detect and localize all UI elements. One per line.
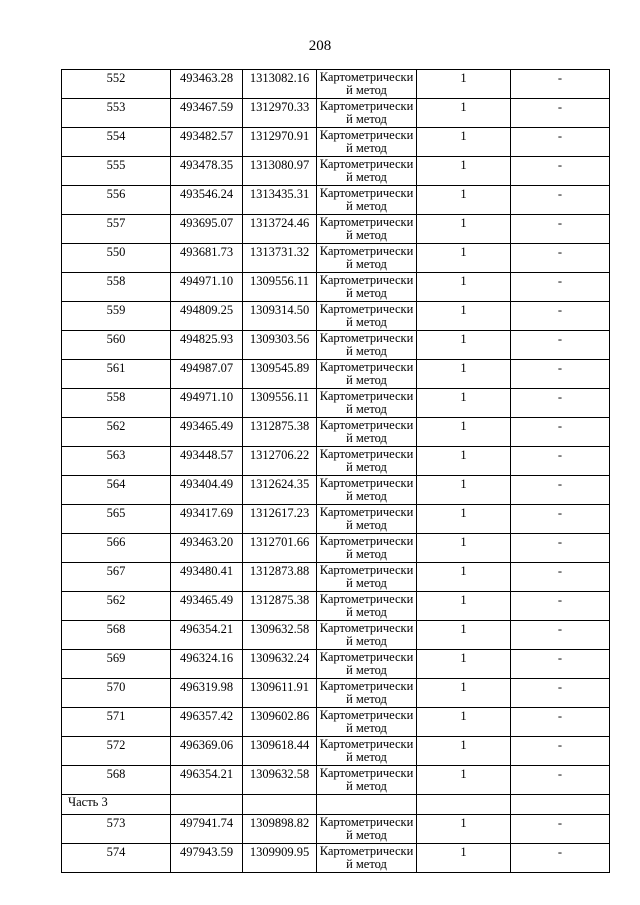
table-row xyxy=(62,70,610,99)
y-coordinate-cell: 1313435.31 xyxy=(243,186,317,215)
point-number-cell: 556 xyxy=(62,186,171,215)
y-coordinate-cell: 1312875.38 xyxy=(243,592,317,621)
method-cell xyxy=(317,244,417,273)
accuracy-cell: 1 xyxy=(417,447,511,476)
point-number-cell: 555 xyxy=(62,157,171,186)
table-row xyxy=(62,244,610,273)
y-coordinate-cell: 1309556.11 xyxy=(243,389,317,418)
x-coordinate-cell: 493465.49 xyxy=(171,418,243,447)
accuracy-cell: 1 xyxy=(417,302,511,331)
note-cell: - xyxy=(511,844,610,873)
method-line2: й метод xyxy=(346,344,387,358)
accuracy-cell: 1 xyxy=(417,418,511,447)
note-cell: - xyxy=(511,360,610,389)
y-coordinate-cell: 1313082.16 xyxy=(243,70,317,99)
method-line1: Картометрически xyxy=(319,360,414,374)
point-number-cell: 569 xyxy=(62,650,171,679)
point-number-cell: 552 xyxy=(62,70,171,99)
point-number-cell: 573 xyxy=(62,815,171,844)
method-line2: й метод xyxy=(346,141,387,155)
y-coordinate-cell: 1309632.58 xyxy=(243,621,317,650)
method-line1: Картометрически xyxy=(319,737,414,751)
coordinates-table xyxy=(61,69,610,873)
y-coordinate-cell: 1309618.44 xyxy=(243,737,317,766)
x-coordinate-cell: 493695.07 xyxy=(171,215,243,244)
point-number-cell: 574 xyxy=(62,844,171,873)
method-line1: Картометрически xyxy=(319,389,414,403)
x-coordinate-cell: 493478.35 xyxy=(171,157,243,186)
method-cell xyxy=(317,737,417,766)
note-cell: - xyxy=(511,331,610,360)
note-cell: - xyxy=(511,157,610,186)
method-cell xyxy=(317,505,417,534)
section-label: Часть 3 xyxy=(62,795,171,815)
accuracy-cell: 1 xyxy=(417,708,511,737)
point-number-cell: 563 xyxy=(62,447,171,476)
x-coordinate-cell: 494987.07 xyxy=(171,360,243,389)
y-coordinate-cell: 1309909.95 xyxy=(243,844,317,873)
method-cell xyxy=(317,128,417,157)
point-number-cell: 565 xyxy=(62,505,171,534)
table-row xyxy=(62,360,610,389)
method-cell xyxy=(317,563,417,592)
method-line1: Картометрически xyxy=(319,844,414,858)
table-cell xyxy=(243,795,317,815)
x-coordinate-cell: 493448.57 xyxy=(171,447,243,476)
method-cell xyxy=(317,331,417,360)
note-cell: - xyxy=(511,302,610,331)
accuracy-cell: 1 xyxy=(417,389,511,418)
accuracy-cell: 1 xyxy=(417,215,511,244)
page-number: 208 xyxy=(308,38,332,54)
x-coordinate-cell: 497943.59 xyxy=(171,844,243,873)
x-coordinate-cell: 496357.42 xyxy=(171,708,243,737)
note-cell: - xyxy=(511,563,610,592)
method-cell xyxy=(317,815,417,844)
table-body-part-b xyxy=(62,815,610,873)
y-coordinate-cell: 1312701.66 xyxy=(243,534,317,563)
method-line2: й метод xyxy=(346,634,387,648)
method-line1: Картометрически xyxy=(319,621,414,635)
y-coordinate-cell: 1309602.86 xyxy=(243,708,317,737)
table-row xyxy=(62,389,610,418)
table-row xyxy=(62,157,610,186)
accuracy-cell: 1 xyxy=(417,563,511,592)
method-cell xyxy=(317,766,417,795)
table-cell xyxy=(417,795,511,815)
y-coordinate-cell: 1313080.97 xyxy=(243,157,317,186)
x-coordinate-cell: 493480.41 xyxy=(171,563,243,592)
note-cell: - xyxy=(511,447,610,476)
method-line2: й метод xyxy=(346,199,387,213)
y-coordinate-cell: 1309556.11 xyxy=(243,273,317,302)
accuracy-cell: 1 xyxy=(417,157,511,186)
accuracy-cell: 1 xyxy=(417,592,511,621)
y-coordinate-cell: 1312970.33 xyxy=(243,99,317,128)
method-line2: й метод xyxy=(346,663,387,677)
method-cell xyxy=(317,476,417,505)
note-cell: - xyxy=(511,99,610,128)
accuracy-cell: 1 xyxy=(417,737,511,766)
table-body-part-a xyxy=(62,70,610,795)
method-cell xyxy=(317,679,417,708)
note-cell: - xyxy=(511,592,610,621)
y-coordinate-cell: 1312970.91 xyxy=(243,128,317,157)
table-row xyxy=(62,331,610,360)
x-coordinate-cell: 493463.20 xyxy=(171,534,243,563)
method-line2: й метод xyxy=(346,402,387,416)
method-line2: й метод xyxy=(346,460,387,474)
method-line2: й метод xyxy=(346,315,387,329)
point-number-cell: 554 xyxy=(62,128,171,157)
method-line1: Картометрически xyxy=(319,476,414,490)
method-cell xyxy=(317,708,417,737)
method-line1: Картометрически xyxy=(319,273,414,287)
note-cell: - xyxy=(511,128,610,157)
x-coordinate-cell: 494971.10 xyxy=(171,273,243,302)
accuracy-cell: 1 xyxy=(417,128,511,157)
point-number-cell: 560 xyxy=(62,331,171,360)
method-line1: Картометрически xyxy=(319,70,414,84)
x-coordinate-cell: 493463.28 xyxy=(171,70,243,99)
method-cell xyxy=(317,534,417,563)
method-line1: Картометрически xyxy=(319,592,414,606)
x-coordinate-cell: 496319.98 xyxy=(171,679,243,708)
y-coordinate-cell: 1313731.32 xyxy=(243,244,317,273)
point-number-cell: 561 xyxy=(62,360,171,389)
point-number-cell: 564 xyxy=(62,476,171,505)
note-cell: - xyxy=(511,70,610,99)
y-coordinate-cell: 1309303.56 xyxy=(243,331,317,360)
point-number-cell: 550 xyxy=(62,244,171,273)
x-coordinate-cell: 496354.21 xyxy=(171,766,243,795)
method-line2: й метод xyxy=(346,83,387,97)
table-row xyxy=(62,621,610,650)
table-row xyxy=(62,476,610,505)
table-cell xyxy=(171,795,243,815)
x-coordinate-cell: 494971.10 xyxy=(171,389,243,418)
method-cell xyxy=(317,592,417,621)
method-line1: Картометрически xyxy=(319,244,414,258)
method-cell xyxy=(317,215,417,244)
y-coordinate-cell: 1309632.24 xyxy=(243,650,317,679)
x-coordinate-cell: 493482.57 xyxy=(171,128,243,157)
note-cell: - xyxy=(511,650,610,679)
accuracy-cell: 1 xyxy=(417,244,511,273)
method-line1: Картометрически xyxy=(319,505,414,519)
method-line2: й метод xyxy=(346,373,387,387)
method-line2: й метод xyxy=(346,576,387,590)
accuracy-cell: 1 xyxy=(417,679,511,708)
accuracy-cell: 1 xyxy=(417,476,511,505)
method-line2: й метод xyxy=(346,721,387,735)
point-number-cell: 570 xyxy=(62,679,171,708)
table-row xyxy=(62,708,610,737)
table-row xyxy=(62,766,610,795)
x-coordinate-cell: 496354.21 xyxy=(171,621,243,650)
table-row xyxy=(62,186,610,215)
note-cell: - xyxy=(511,186,610,215)
method-line2: й метод xyxy=(346,112,387,126)
table-row xyxy=(62,128,610,157)
y-coordinate-cell: 1309545.89 xyxy=(243,360,317,389)
table-row xyxy=(62,505,610,534)
method-cell xyxy=(317,650,417,679)
method-line2: й метод xyxy=(346,286,387,300)
note-cell: - xyxy=(511,815,610,844)
table-row xyxy=(62,737,610,766)
method-line2: й метод xyxy=(346,489,387,503)
table-row xyxy=(62,273,610,302)
method-line2: й метод xyxy=(346,857,387,871)
table-row xyxy=(62,215,610,244)
x-coordinate-cell: 494809.25 xyxy=(171,302,243,331)
method-line1: Картометрически xyxy=(319,186,414,200)
table-row xyxy=(62,418,610,447)
method-line1: Картометрически xyxy=(319,128,414,142)
y-coordinate-cell: 1312706.22 xyxy=(243,447,317,476)
point-number-cell: 559 xyxy=(62,302,171,331)
x-coordinate-cell: 496324.16 xyxy=(171,650,243,679)
x-coordinate-cell: 493465.49 xyxy=(171,592,243,621)
table-row xyxy=(62,679,610,708)
x-coordinate-cell: 494825.93 xyxy=(171,331,243,360)
table-row xyxy=(62,592,610,621)
note-cell: - xyxy=(511,621,610,650)
accuracy-cell: 1 xyxy=(417,70,511,99)
accuracy-cell: 1 xyxy=(417,99,511,128)
method-cell xyxy=(317,621,417,650)
point-number-cell: 571 xyxy=(62,708,171,737)
method-line2: й метод xyxy=(346,518,387,532)
method-line2: й метод xyxy=(346,547,387,561)
accuracy-cell: 1 xyxy=(417,815,511,844)
method-cell xyxy=(317,389,417,418)
table-row xyxy=(62,815,610,844)
note-cell: - xyxy=(511,389,610,418)
table-row xyxy=(62,844,610,873)
accuracy-cell: 1 xyxy=(417,360,511,389)
y-coordinate-cell: 1312624.35 xyxy=(243,476,317,505)
accuracy-cell: 1 xyxy=(417,621,511,650)
y-coordinate-cell: 1313724.46 xyxy=(243,215,317,244)
point-number-cell: 553 xyxy=(62,99,171,128)
table-row xyxy=(62,563,610,592)
point-number-cell: 558 xyxy=(62,273,171,302)
x-coordinate-cell: 496369.06 xyxy=(171,737,243,766)
y-coordinate-cell: 1312617.23 xyxy=(243,505,317,534)
method-line2: й метод xyxy=(346,605,387,619)
point-number-cell: 557 xyxy=(62,215,171,244)
accuracy-cell: 1 xyxy=(417,331,511,360)
section-row xyxy=(62,795,610,815)
x-coordinate-cell: 493681.73 xyxy=(171,244,243,273)
accuracy-cell: 1 xyxy=(417,844,511,873)
point-number-cell: 572 xyxy=(62,737,171,766)
method-cell xyxy=(317,70,417,99)
table-cell xyxy=(511,795,610,815)
accuracy-cell: 1 xyxy=(417,650,511,679)
method-line2: й метод xyxy=(346,828,387,842)
point-number-cell: 566 xyxy=(62,534,171,563)
method-line1: Картометрически xyxy=(319,99,414,113)
point-number-cell: 568 xyxy=(62,766,171,795)
table-row xyxy=(62,650,610,679)
accuracy-cell: 1 xyxy=(417,186,511,215)
y-coordinate-cell: 1309611.91 xyxy=(243,679,317,708)
x-coordinate-cell: 493417.69 xyxy=(171,505,243,534)
y-coordinate-cell: 1312873.88 xyxy=(243,563,317,592)
method-line2: й метод xyxy=(346,779,387,793)
y-coordinate-cell: 1309314.50 xyxy=(243,302,317,331)
method-line2: й метод xyxy=(346,257,387,271)
method-line2: й метод xyxy=(346,692,387,706)
method-line1: Картометрически xyxy=(319,563,414,577)
note-cell: - xyxy=(511,737,610,766)
method-line1: Картометрически xyxy=(319,302,414,316)
method-line1: Картометрически xyxy=(319,815,414,829)
x-coordinate-cell: 493404.49 xyxy=(171,476,243,505)
table-body-section xyxy=(62,795,610,815)
accuracy-cell: 1 xyxy=(417,505,511,534)
table-row xyxy=(62,302,610,331)
point-number-cell: 567 xyxy=(62,563,171,592)
method-line2: й метод xyxy=(346,170,387,184)
method-line1: Картометрически xyxy=(319,650,414,664)
method-line2: й метод xyxy=(346,431,387,445)
method-line1: Картометрически xyxy=(319,766,414,780)
point-number-cell: 568 xyxy=(62,621,171,650)
table-row xyxy=(62,99,610,128)
table-row xyxy=(62,534,610,563)
note-cell: - xyxy=(511,679,610,708)
method-line1: Картометрически xyxy=(319,418,414,432)
point-number-cell: 562 xyxy=(62,592,171,621)
method-cell xyxy=(317,157,417,186)
method-line1: Картометрически xyxy=(319,679,414,693)
note-cell: - xyxy=(511,418,610,447)
method-cell xyxy=(317,302,417,331)
note-cell: - xyxy=(511,708,610,737)
method-line1: Картометрически xyxy=(319,157,414,171)
method-cell xyxy=(317,360,417,389)
point-number-cell: 558 xyxy=(62,389,171,418)
method-line1: Картометрически xyxy=(319,447,414,461)
y-coordinate-cell: 1309898.82 xyxy=(243,815,317,844)
accuracy-cell: 1 xyxy=(417,534,511,563)
x-coordinate-cell: 497941.74 xyxy=(171,815,243,844)
method-cell xyxy=(317,273,417,302)
method-line1: Картометрически xyxy=(319,215,414,229)
table-row xyxy=(62,447,610,476)
point-number-cell: 562 xyxy=(62,418,171,447)
method-line1: Картометрически xyxy=(319,331,414,345)
note-cell: - xyxy=(511,505,610,534)
table-cell xyxy=(317,795,417,815)
x-coordinate-cell: 493546.24 xyxy=(171,186,243,215)
x-coordinate-cell: 493467.59 xyxy=(171,99,243,128)
y-coordinate-cell: 1312875.38 xyxy=(243,418,317,447)
note-cell: - xyxy=(511,273,610,302)
accuracy-cell: 1 xyxy=(417,766,511,795)
note-cell: - xyxy=(511,766,610,795)
note-cell: - xyxy=(511,244,610,273)
accuracy-cell: 1 xyxy=(417,273,511,302)
note-cell: - xyxy=(511,476,610,505)
method-cell xyxy=(317,844,417,873)
method-cell xyxy=(317,418,417,447)
note-cell: - xyxy=(511,215,610,244)
y-coordinate-cell: 1309632.58 xyxy=(243,766,317,795)
method-cell xyxy=(317,447,417,476)
method-line2: й метод xyxy=(346,228,387,242)
method-line2: й метод xyxy=(346,750,387,764)
method-cell xyxy=(317,186,417,215)
method-cell xyxy=(317,99,417,128)
method-line1: Картометрически xyxy=(319,534,414,548)
note-cell: - xyxy=(511,534,610,563)
method-line1: Картометрически xyxy=(319,708,414,722)
